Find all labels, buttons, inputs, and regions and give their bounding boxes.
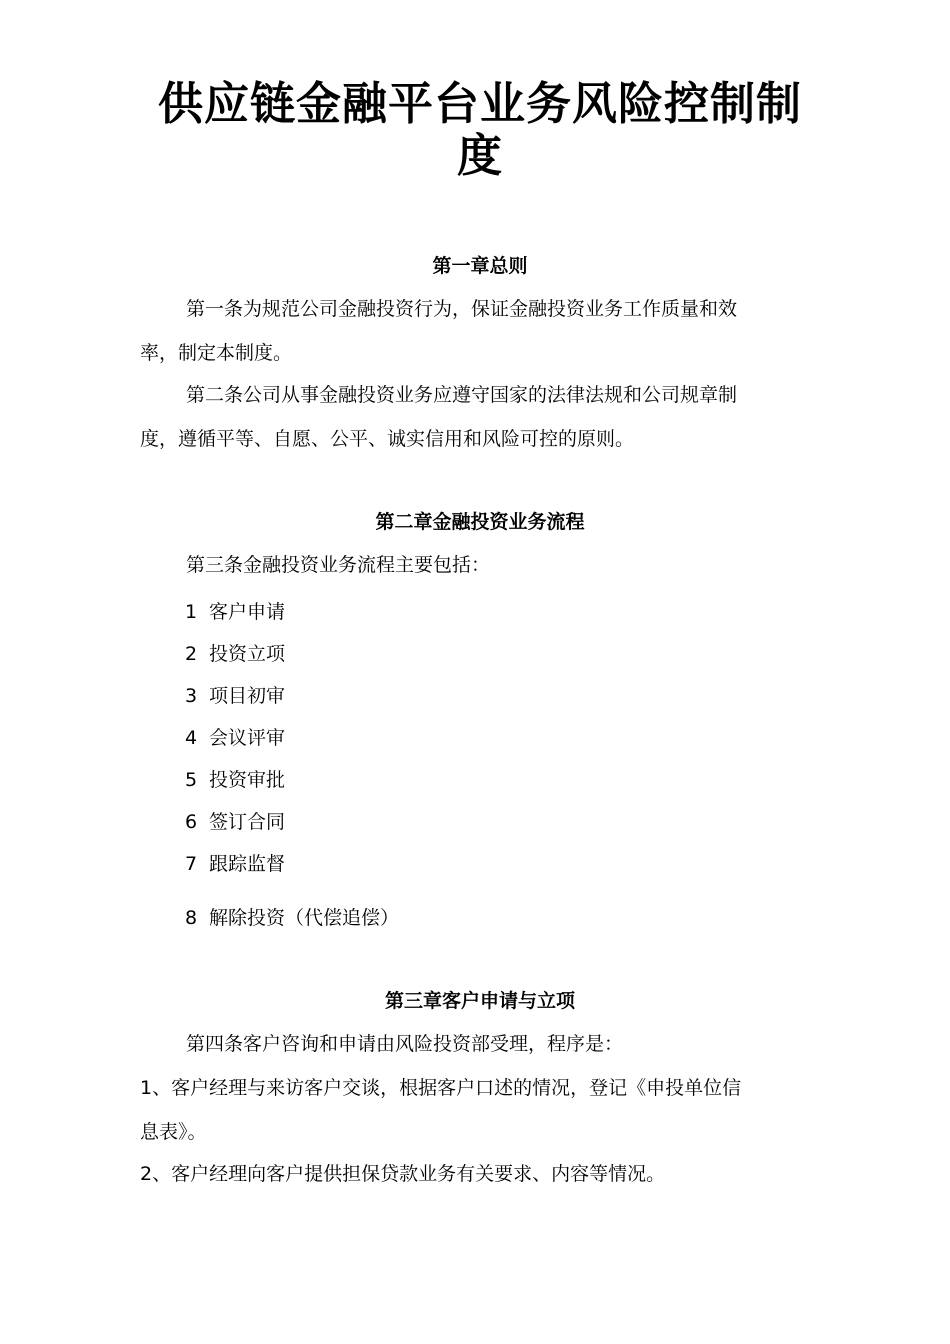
process-step-number: 5 [185, 769, 198, 791]
process-step-number: 6 [185, 811, 198, 833]
process-step [185, 851, 285, 877]
process-step-label: 解除投资（代偿追偿） [209, 907, 400, 929]
process-step [185, 809, 285, 835]
chapter-2-heading: 第二章金融投资业务流程 [375, 511, 585, 533]
article-3: 第三条金融投资业务流程主要包括： [186, 554, 491, 576]
article-1 [140, 287, 820, 375]
process-step-number: 3 [185, 685, 198, 707]
article-4: 第四条客户咨询和申请由风险投资部受理，程序是： [186, 1033, 624, 1055]
process-step-label: 跟踪监督 [209, 853, 286, 875]
document-title-line-1: 供应链金融平台业务风险控制制 [157, 77, 802, 130]
process-step [185, 725, 285, 751]
process-step-number: 1 [185, 601, 198, 623]
article-2-line-2: 度，遵循平等、自愿、公平、诚实信用和风险可控的原则。 [140, 428, 635, 450]
process-step-label: 签订合同 [209, 811, 286, 833]
process-step-number: 7 [185, 853, 198, 875]
process-step [185, 599, 285, 625]
process-step [185, 905, 399, 931]
process-step [185, 641, 285, 667]
document-title [150, 78, 810, 182]
chapter-3-heading: 第三章客户申请与立项 [384, 990, 575, 1012]
procedure-item-1-line-2: 息表》。 [140, 1121, 207, 1143]
process-step-label: 客户申请 [209, 601, 286, 623]
process-step-label: 投资立项 [209, 643, 286, 665]
procedure-item-1 [140, 1066, 820, 1154]
process-step-number: 8 [185, 907, 198, 929]
procedure-item-2: 2、客户经理向客户提供担保贷款业务有关要求、内容等情况。 [140, 1163, 666, 1185]
article-1-line-1: 第一条为规范公司金融投资行为，保证金融投资业务工作质量和效 [186, 298, 738, 320]
process-step-label: 项目初审 [209, 685, 286, 707]
article-1-line-2: 率，制定本制度。 [140, 342, 293, 364]
process-step-label: 投资审批 [209, 769, 286, 791]
document-title-line-2: 度 [456, 129, 503, 182]
chapter-1-heading: 第一章总则 [432, 255, 528, 277]
process-step [185, 683, 285, 709]
process-step-label: 会议评审 [209, 727, 286, 749]
procedure-item-1-line-1: 1、客户经理与来访客户交谈，根据客户口述的情况，登记《申投单位信 [140, 1077, 742, 1099]
process-step-number: 4 [185, 727, 198, 749]
process-step-number: 2 [185, 643, 198, 665]
process-step [185, 767, 285, 793]
article-2-line-1: 第二条公司从事金融投资业务应遵守国家的法律法规和公司规章制 [186, 384, 738, 406]
article-2 [140, 373, 820, 461]
